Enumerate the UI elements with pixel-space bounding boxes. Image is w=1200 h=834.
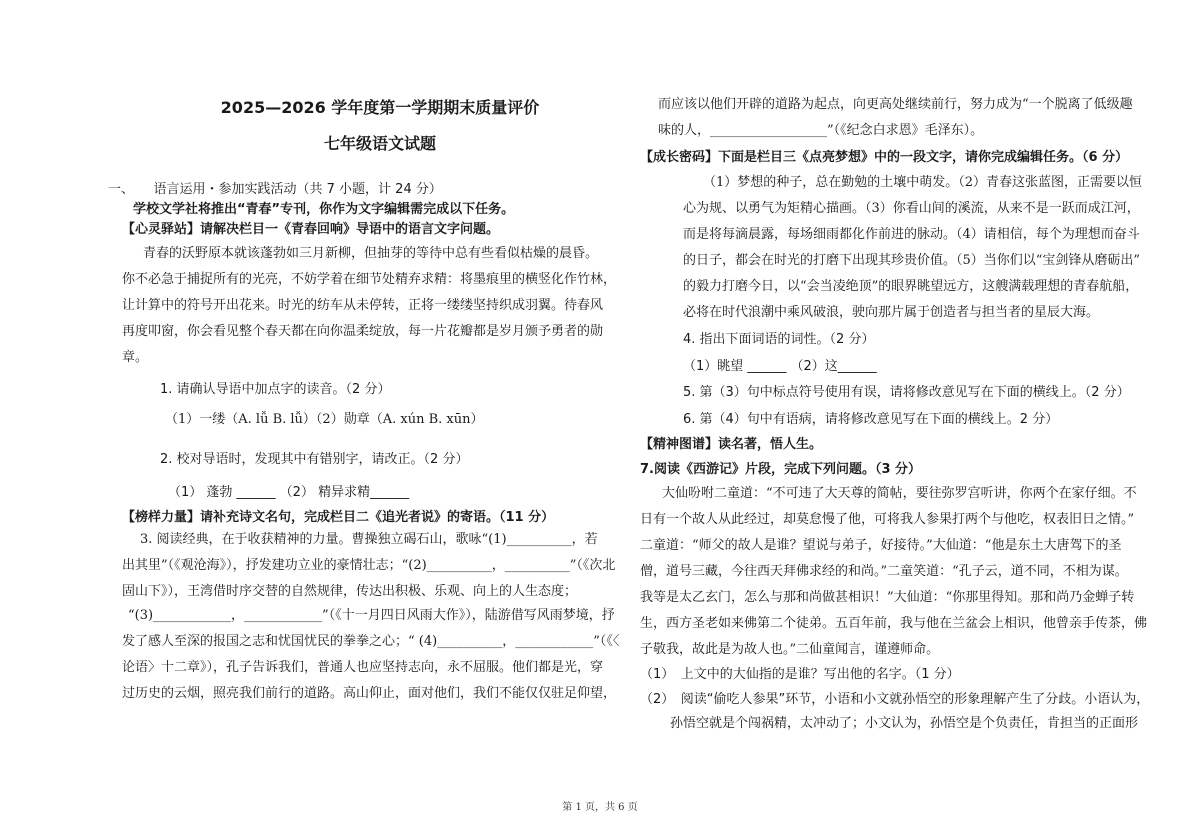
question-7-2-line: 孙悟空就是个闯祸精，太冲动了；小文认为，孙悟空是个负责任，肯担当的正面形 [670, 716, 1139, 731]
exam-subtitle: 七年级语文试题 [323, 134, 436, 153]
question-7-1: （1） 上文中的大仙指的是谁？写出他的名字。（1 分） [640, 667, 960, 682]
question-2-blanks: （1） 蓬勃 ______ （2） 精异求精______ [168, 485, 410, 500]
column-four-heading: 【精神图谱】读名著，悟人生。 [640, 437, 823, 452]
question-3-line: 出其里”（《观沧海》），抒发建功立业的豪情壮志；“(2)__________，__________”（《次北 [122, 558, 616, 573]
question-1: 1. 请确认导语中加点字的读音。（2 分） [160, 382, 391, 397]
passage-line: 让计算中的符号开出花来。时光的纺车从未停转，正将一缕缕坚持织成羽翼。待春风 [122, 298, 604, 313]
question-1-options: （1）一缕（A. lǚ B. lǚ）（2）勋章（A. xún B. xūn） [165, 412, 484, 427]
question-5: 5. 第（3）句中标点符号使用有误，请将修改意见写在下面的横线上。（2 分） [683, 385, 1130, 400]
page-footer: 第 1 页，共 6 页 [562, 802, 638, 813]
novel-excerpt-line: 子敬我，故此是为故人也。”二仙童闻言，谨遵师命。 [640, 642, 940, 657]
editing-passage-line: 的日子，都会在时光的打磨下出现其珍贵价值。（5）当你们以“宝剑锋从磨砺出” [683, 253, 1141, 268]
column-two-heading: 【榜样力量】请补充诗文名句，完成栏目二《追光者说》的寄语。（11 分） [122, 510, 555, 525]
question-3-line: 味的人，__________________”（《纪念白求恩》毛泽东）。 [658, 123, 984, 138]
question-7: 7.阅读《西游记》片段，完成下列问题。（3 分） [640, 462, 922, 477]
question-4: 4. 指出下面词语的词性。（2 分） [683, 332, 875, 347]
question-3-line: 而应该以他们开辟的道路为起点，向更高处继续前行，努力成为“一个脱离了低级趣 [658, 97, 1133, 112]
passage-line: 章。 [122, 350, 149, 365]
column-one-heading: 【心灵驿站】请解决栏目一《青春回响》导语中的语言文字问题。 [122, 222, 500, 237]
question-3-line: 论语〉十二章》），孔子告诉我们，普通人也应坚持志向，永不屈服。他们都是光，穿 [122, 660, 604, 675]
novel-excerpt-line: 生，西方圣老如来佛第二个徒弟。五百年前，我与他在兰盆会上相识，他曾亲手传茶，佛 [640, 616, 1148, 631]
question-3-line: 发了感人至深的报国之志和忧国忧民的拳拳之心；“ (4)__________，____________”（《〈 [122, 634, 620, 649]
editing-passage-line: （1）梦想的种子，总在勤勉的土壤中萌发。（2）青春这张蓝图，正需要以恒 [703, 175, 1143, 190]
passage-line: 再度叩窗，你会看见整个春天都在向你温柔绽放，每一片花瓣都是岁月颁予勇者的勋 [122, 324, 604, 339]
editing-passage-line: 必将在时代浪潮中乘风破浪，驶向那片属于创造者与担当者的星辰大海。 [683, 305, 1100, 320]
passage-line: 青春的沃野原本就该蓬勃如三月新柳，但抽芽的等待中总有些看似枯燥的晨昏。 [143, 246, 599, 261]
question-7-2: （2） 阅读“偷吃人参果”环节，小语和小文就孙悟空的形象理解产生了分歧。小语认为， [640, 692, 1150, 707]
novel-excerpt-line: 僧，道号三藏，今往西天拜佛求经的和尚。”二童笑道：“孔子云，道不同，不相为谋。 [640, 564, 1128, 579]
task-intro: 学校文学社将推出“青春”专刊，你作为文字编辑需完成以下任务。 [133, 202, 515, 217]
editing-passage-line: 的毅力打磨今日，以“会当凌绝顶”的眼界眺望远方，这艘满载理想的青春航船， [683, 279, 1139, 294]
question-6: 6. 第（4）句中有语病，请将修改意见写在下面的横线上。2 分） [683, 412, 1059, 427]
question-3-line: 固山下》），王湾借时序交替的自然规律，传达出积极、乐观、向上的人生态度； [122, 584, 578, 599]
novel-excerpt-line: 我等是太乙玄门，怎么与那和尚做甚相识！”大仙道：“你那里得知。那和尚乃金蝉子转 [640, 590, 1135, 605]
question-3-line: 3. 阅读经典，在于收获精神的力量。曹操独立碣石山，歌咏“(1)__________，若 [140, 532, 598, 547]
novel-excerpt-line: 日有一个故人从此经过，却莫怠慢了他，可将我人参果打两个与他吃，权表旧日之情。” [640, 512, 1135, 527]
question-3-line: 过历史的云烟，照亮我们前行的道路。高山仰止，面对他们，我们不能仅仅驻足仰望， [122, 686, 617, 701]
novel-excerpt-line: 大仙吩咐二童道：“不可违了大天尊的简帖，要往弥罗宫听讲，你两个在家仔细。不 [662, 486, 1137, 501]
question-4-blanks: （1）眺望 ______ （2）这______ [683, 359, 877, 374]
column-three-heading: 【成长密码】下面是栏目三《点亮梦想》中的一段文字，请你完成编辑任务。（6 分） [640, 150, 1129, 165]
editing-passage-line: 心为规、以勇气为矩精心描画。（3）你看山间的溪流，从来不是一跃而成江河， [683, 201, 1140, 216]
section-heading: 一、 语言运用・参加实践活动（共 7 小题，计 24 分） [108, 182, 442, 197]
question-3-line: “(3)____________，____________”（《十一月四日风雨大作》），陆游借写风雨梦境，抒 [128, 608, 615, 623]
editing-passage-line: 而是将每滴晨露，每场细雨都化作前进的脉动。（4）请相信，每个为理想而奋斗 [683, 227, 1140, 242]
exam-title: 2025—2026 学年度第一学期期末质量评价 [220, 98, 540, 117]
novel-excerpt-line: 二童道：“师父的故人是谁？望说与弟子，好接待。”大仙道：“他是东土大唐驾下的圣 [640, 538, 1122, 553]
question-2: 2. 校对导语时，发现其中有错别字，请改正。（2 分） [160, 452, 469, 467]
passage-line: 你不必急于捕捉所有的光亮，不妨学着在细节处精弃求精：将墨痕里的横竖化作竹林， [122, 272, 617, 287]
